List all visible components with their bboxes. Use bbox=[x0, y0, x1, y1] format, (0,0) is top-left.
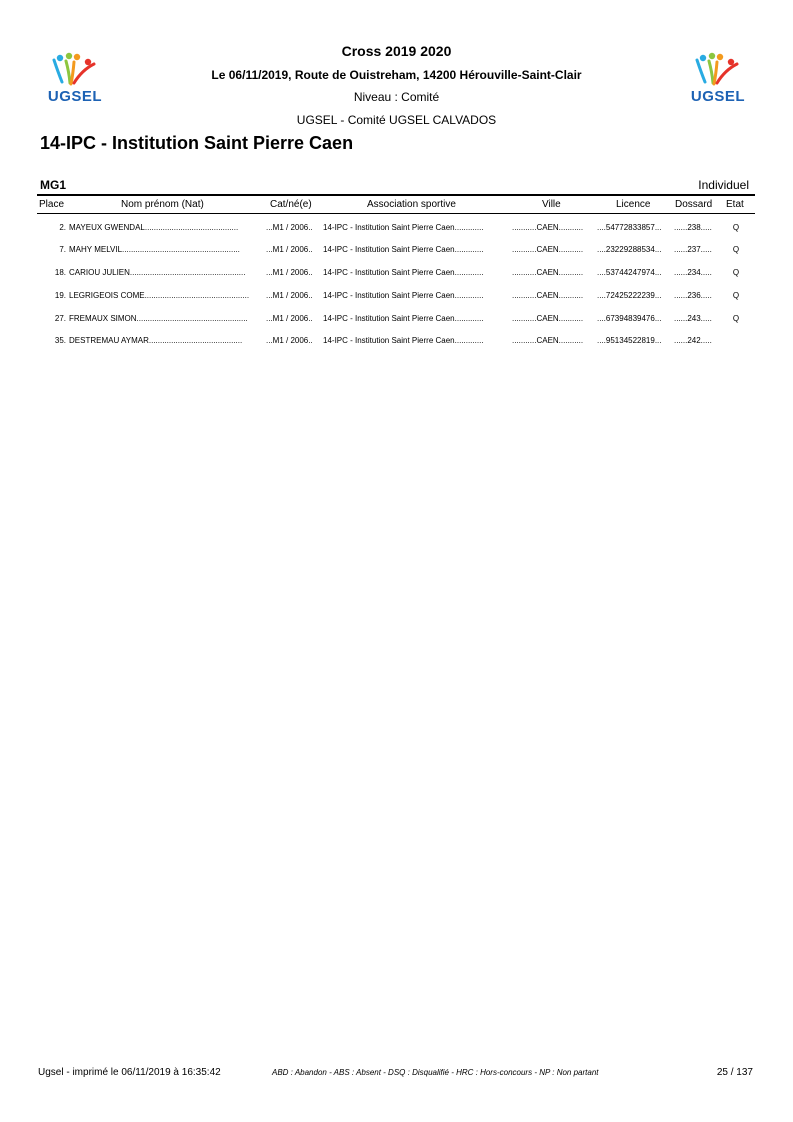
footer-legend: ABD : Abandon - ABS : Absent - DSQ : Disqualifié - HRC : Hors-concours - NP : Non partant bbox=[272, 1068, 599, 1077]
row-cat: ...M1 / 2006.. bbox=[266, 314, 313, 323]
logo-text: UGSEL bbox=[47, 88, 103, 105]
row-dossard: ......237..... bbox=[674, 245, 712, 254]
table-row bbox=[0, 336, 793, 350]
row-asso: 14-IPC - Institution Saint Pierre Caen............. bbox=[323, 314, 484, 323]
row-ville: ...........CAEN........... bbox=[512, 268, 584, 277]
page-title: Cross 2019 2020 bbox=[341, 43, 452, 59]
row-place: 2. bbox=[59, 223, 66, 232]
row-licence: ....72425222239... bbox=[597, 291, 662, 300]
logo-text: UGSEL bbox=[690, 88, 746, 105]
row-etat: Q bbox=[732, 314, 740, 323]
table-row bbox=[0, 245, 793, 259]
ranking-type-label: Individuel bbox=[698, 178, 749, 192]
row-dossard: ......243..... bbox=[674, 314, 712, 323]
event-subtitle: Le 06/11/2019, Route de Ouistreham, 14200 Hérouville-Saint-Clair bbox=[211, 68, 582, 82]
row-dossard: ......234..... bbox=[674, 268, 712, 277]
row-name: DESTREMAU AYMAR.......................................... bbox=[69, 336, 243, 345]
table-row bbox=[0, 268, 793, 282]
col-header-dossard: Dossard bbox=[675, 199, 713, 210]
row-asso: 14-IPC - Institution Saint Pierre Caen............. bbox=[323, 291, 484, 300]
header-rule-top bbox=[37, 194, 755, 196]
row-cat: ...M1 / 2006.. bbox=[266, 245, 313, 254]
row-name: CARIOU JULIEN.................................................... bbox=[69, 268, 246, 277]
footer-page-number: 25 / 137 bbox=[716, 1067, 753, 1078]
category-label: MG1 bbox=[40, 178, 67, 192]
row-asso: 14-IPC - Institution Saint Pierre Caen............. bbox=[323, 223, 484, 232]
row-ville: ...........CAEN........... bbox=[512, 336, 584, 345]
row-ville: ...........CAEN........... bbox=[512, 223, 584, 232]
row-place: 35. bbox=[54, 336, 66, 345]
row-dossard: ......236..... bbox=[674, 291, 712, 300]
row-ville: ...........CAEN........... bbox=[512, 245, 584, 254]
col-header-licence: Licence bbox=[616, 199, 651, 210]
header-rule-bottom bbox=[37, 213, 755, 214]
col-header-place: Place bbox=[39, 199, 65, 210]
table-row bbox=[0, 314, 793, 328]
row-etat: Q bbox=[732, 245, 740, 254]
row-asso: 14-IPC - Institution Saint Pierre Caen............. bbox=[323, 268, 484, 277]
row-name: LEGRIGEOIS COME............................................... bbox=[69, 291, 250, 300]
row-etat: Q bbox=[732, 223, 740, 232]
col-header-name: Nom prénom (Nat) bbox=[121, 199, 204, 210]
row-dossard: ......242..... bbox=[674, 336, 712, 345]
row-place: 7. bbox=[59, 245, 66, 254]
col-header-etat: Etat bbox=[726, 199, 744, 210]
row-place: 27. bbox=[54, 314, 66, 323]
niveau-label: Niveau : Comité bbox=[353, 90, 440, 104]
row-cat: ...M1 / 2006.. bbox=[266, 223, 313, 232]
row-name: MAYEUX GWENDAL.......................................... bbox=[69, 223, 239, 232]
footer-print-info: Ugsel - imprimé le 06/11/2019 à 16:35:42 bbox=[38, 1067, 221, 1078]
row-ville: ...........CAEN........... bbox=[512, 314, 584, 323]
row-etat: Q bbox=[732, 291, 740, 300]
comite-label: UGSEL - Comité UGSEL CALVADOS bbox=[296, 113, 497, 127]
row-cat: ...M1 / 2006.. bbox=[266, 336, 313, 345]
row-licence: ....23229288534... bbox=[597, 245, 662, 254]
row-asso: 14-IPC - Institution Saint Pierre Caen............. bbox=[323, 336, 484, 345]
row-ville: ...........CAEN........... bbox=[512, 291, 584, 300]
row-asso: 14-IPC - Institution Saint Pierre Caen............. bbox=[323, 245, 484, 254]
table-row bbox=[0, 291, 793, 305]
row-place: 19. bbox=[54, 291, 66, 300]
row-dossard: ......238..... bbox=[674, 223, 712, 232]
row-cat: ...M1 / 2006.. bbox=[266, 291, 313, 300]
row-licence: ....54772833857... bbox=[597, 223, 662, 232]
col-header-cat: Cat/né(e) bbox=[270, 199, 312, 210]
row-place: 18. bbox=[54, 268, 66, 277]
row-cat: ...M1 / 2006.. bbox=[266, 268, 313, 277]
row-etat: Q bbox=[732, 268, 740, 277]
row-name: FREMAUX SIMON.................................................. bbox=[69, 314, 248, 323]
table-row bbox=[0, 223, 793, 237]
col-header-asso: Association sportive bbox=[367, 199, 456, 210]
col-header-ville: Ville bbox=[542, 199, 561, 210]
row-licence: ....67394839476... bbox=[597, 314, 662, 323]
row-licence: ....53744247974... bbox=[597, 268, 662, 277]
school-heading: 14-IPC - Institution Saint Pierre Caen bbox=[40, 133, 354, 153]
row-licence: ....95134522819... bbox=[597, 336, 662, 345]
row-name: MAHY MELVIL..................................................... bbox=[69, 245, 240, 254]
